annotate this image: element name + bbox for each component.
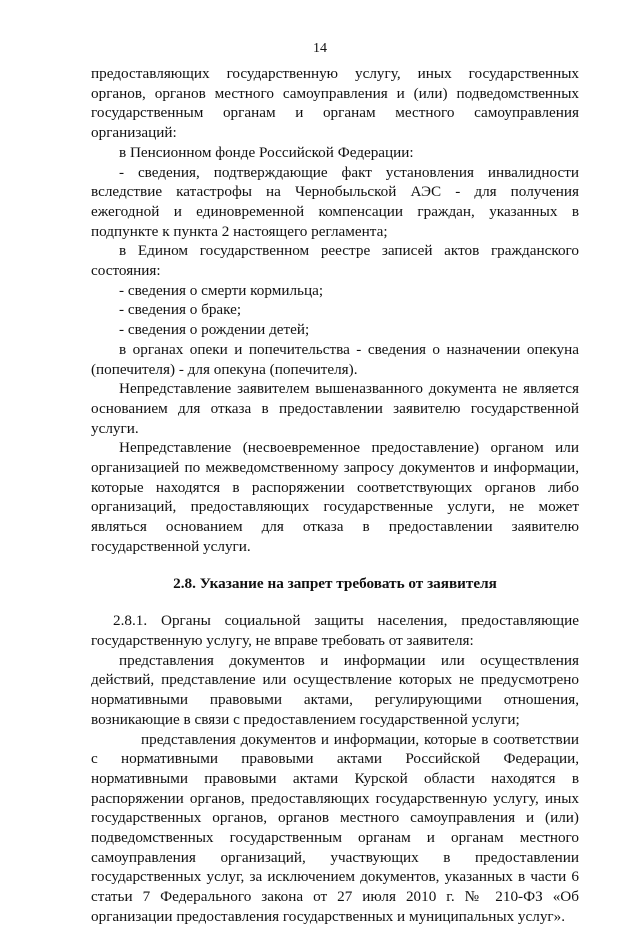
paragraph-non-submission: Непредставление заявителем вышеназванного документа не является основанием для отказа в предоставлении заявителю государственной услуги. — [91, 380, 579, 437]
list-item-children-birth: - сведения о рождении детей; — [119, 321, 310, 339]
paragraph-civil-registry: в Едином государственном реестре записей актов гражданского состояния: — [91, 242, 579, 280]
paragraph-disability-info: - сведения, подтверждающие факт установления инвалидности вследствие катастрофы на Чернобыльской АЭС - для получения ежегодной и единовременной компенсации граждан, указанных в подпункте к пункта 2 настоящего регламента; — [91, 163, 579, 240]
list-item-breadwinner-death: - сведения о смерти кормильца; — [119, 281, 324, 299]
paragraph-documents-in-possession: представления документов и информации, которые в соответствии с нормативными правовыми актами Российской Федерации, нормативными правовыми актами Курской области находятся в распоряжении органов, предоставляющих государственную услугу, иных государственных органов, органов местного самоуправления и (или) подведомственных государственным органам и органам местного самоуправления организаций, участвующих в предоставлении государственных услуг, за исключением документов, указанных в части 6 статьи 7 Федерального закона от 27 июля 2010 г. № 210-ФЗ «Об организации предоставления государственных и муниципальных услуг». — [91, 730, 579, 925]
paragraph-continuation: предоставляющих государственную услугу, иных государственных органов, органов местного самоуправления и (или) подведомственных государственным органам и органам местного самоуправления организаций: — [91, 65, 579, 142]
paragraph-interagency-request: Непредставление (несвоевременное предоставление) органом или организацией по межведомственному запросу документов и информации, которые находятся в распоряжении соответствующих органов либо организаций, предоставляющих государственные услуги, не может являться основанием для отказа в предоставлении заявителю государственной услуги. — [91, 439, 579, 555]
paragraph-guardianship: в органах опеки и попечительства - сведения о назначении опекуна (попечителя) - для опекуна (попечителя). — [91, 340, 579, 378]
list-item-marriage: - сведения о браке; — [119, 301, 242, 319]
page-number: 14 — [313, 41, 327, 56]
paragraph-2-8-1: 2.8.1. Органы социальной защиты населения, предоставляющие государственную услугу, не вправе требовать от заявителя: — [91, 612, 579, 649]
document-body — [91, 64, 579, 927]
paragraph-documents-not-required: представления документов и информации или осуществления действий, представление или осуществление которых не предусмотрено нормативными правовыми актами, регулирующими отношения, возникающие в связи с предоставлением государственной услуги; — [91, 651, 579, 728]
paragraph-pension-fund: в Пенсионном фонде Российской Федерации: — [119, 143, 414, 161]
section-heading: 2.8. Указание на запрет требовать от заявителя — [173, 574, 497, 592]
